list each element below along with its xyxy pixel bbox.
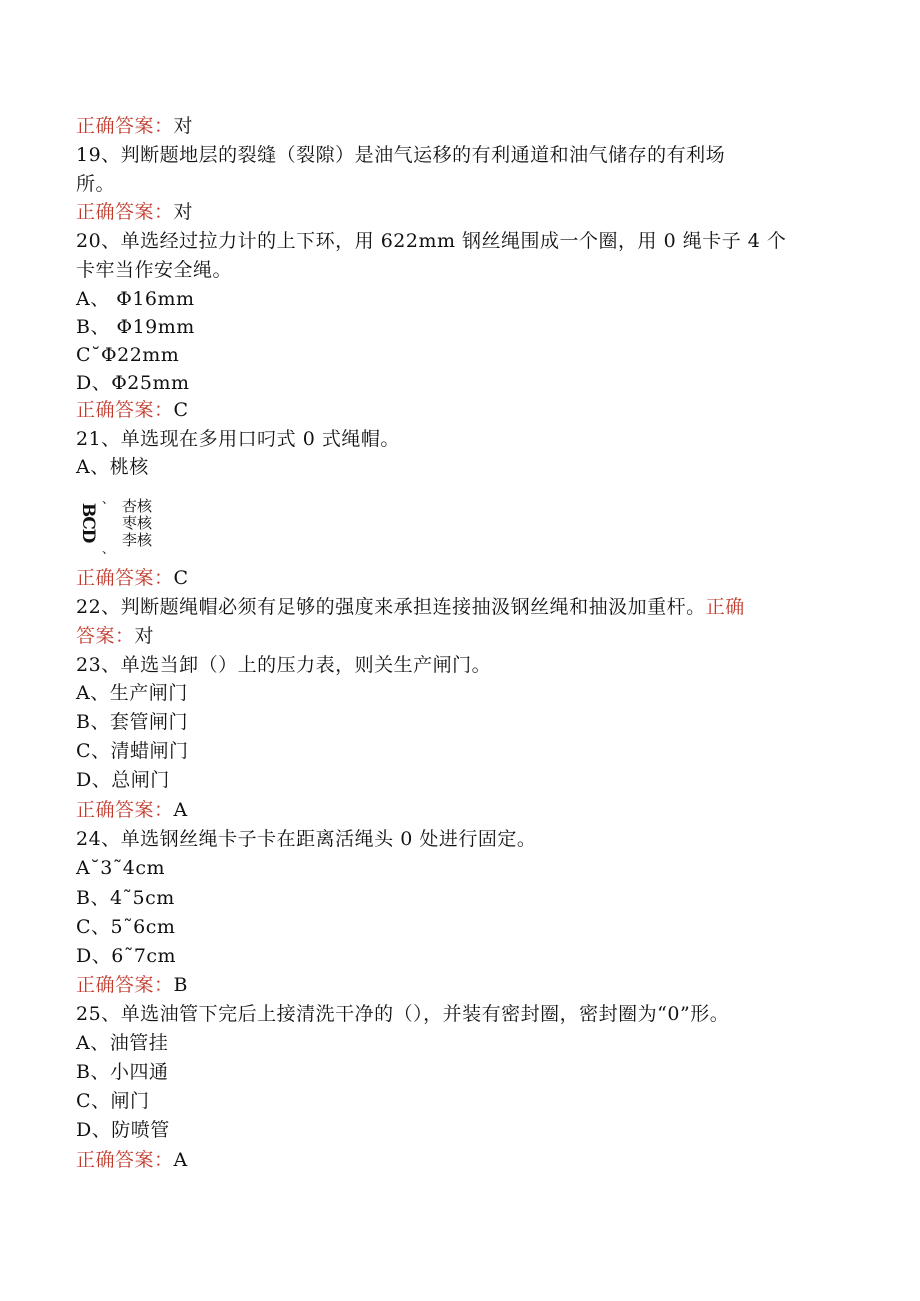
option-b: B、套管闸门 <box>76 711 188 733</box>
option-c: C、5˜6cm <box>76 916 176 938</box>
answer-value: 对 <box>173 201 194 223</box>
option-a: A、油管挂 <box>76 1032 169 1054</box>
option-letter-d: D <box>78 528 98 544</box>
option-a: A、桃核 <box>76 456 149 478</box>
answer-line <box>76 566 189 590</box>
answer-label: 正确答案： <box>76 115 174 137</box>
answer-line <box>76 798 188 822</box>
question-21: 21、单选现在多用口叼式 0 式绳帽。 <box>76 428 400 450</box>
answer-label: 正确答案： <box>76 399 174 421</box>
question-23: 23、单选当卸（）上的压力表，则关生产闸门。 <box>76 654 492 676</box>
answer-value: A <box>173 1149 188 1171</box>
answer-label: 答案： <box>76 625 135 647</box>
answer-line <box>76 624 154 648</box>
answer-value: 对 <box>173 115 194 137</box>
option-d: D、总闸门 <box>76 769 170 791</box>
option-b: B、 Φ19mm <box>76 316 195 338</box>
option-letter-b: B <box>78 502 98 518</box>
option-d: 李核 <box>122 531 153 549</box>
question-20-line-2: 卡牢当作安全绳。 <box>76 259 233 281</box>
option-a: A、生产闸门 <box>76 682 188 704</box>
answer-label: 正确答案： <box>76 567 174 589</box>
answer-value: 对 <box>134 625 155 647</box>
answer-label: 正确答案： <box>76 799 174 821</box>
answer-line <box>76 398 189 422</box>
option-d: D、6˜7cm <box>76 945 177 967</box>
question-19-line-1: 19、判断题地层的裂缝（裂隙）是油气运移的有利通道和油气储存的有利场 <box>76 144 726 166</box>
option-a: A˘3˜4cm <box>76 857 166 879</box>
option-c: C˘Φ22mm <box>76 344 180 366</box>
option-d: D、Φ25mm <box>76 372 190 394</box>
answer-label: 正确答案： <box>76 201 174 223</box>
answer-line <box>76 200 193 224</box>
option-b: 杏核 <box>122 497 153 515</box>
answer-value: C <box>173 399 189 421</box>
stacked-options-bcd <box>78 492 200 556</box>
answer-value: C <box>173 567 189 589</box>
question-22-line-1 <box>76 595 745 619</box>
answer-value: B <box>173 974 188 996</box>
option-a: A、 Φ16mm <box>76 288 195 310</box>
option-b: B、4˜5cm <box>76 887 175 909</box>
option-letter-c: C <box>78 516 98 530</box>
answer-line <box>76 1148 188 1172</box>
question-22-text: 22、判断题绳帽必须有足够的强度来承担连接抽汲钢丝绳和抽汲加重杆。 <box>76 596 706 618</box>
answer-line <box>76 114 193 138</box>
question-19-line-2: 所。 <box>76 173 116 195</box>
option-c: 枣核 <box>122 514 153 532</box>
question-24: 24、单选钢丝绳卡子卡在距离活绳头 0 处进行固定。 <box>76 828 537 850</box>
separator-mark: 、 <box>102 542 115 556</box>
question-25: 25、单选油管下完后上接清洗干净的（），并装有密封圈，密封圈为“0”形。 <box>76 1003 730 1025</box>
option-b: B、小四通 <box>76 1061 169 1083</box>
option-c: C、闸门 <box>76 1090 150 1112</box>
answer-label: 正确答案： <box>76 1149 174 1171</box>
answer-label: 正确答案： <box>76 974 174 996</box>
separator-mark: 、 <box>102 492 115 506</box>
answer-value: A <box>173 799 188 821</box>
answer-line <box>76 973 188 997</box>
option-letters <box>80 496 102 556</box>
question-20-line-1: 20、单选经过拉力计的上下环，用 622mm 钢丝绳围成一个圈，用 0 绳卡子 4 个 <box>76 230 787 252</box>
answer-label: 正确 <box>705 596 745 618</box>
option-d: D、防喷管 <box>76 1119 170 1141</box>
option-c: C、清蜡闸门 <box>76 740 189 762</box>
